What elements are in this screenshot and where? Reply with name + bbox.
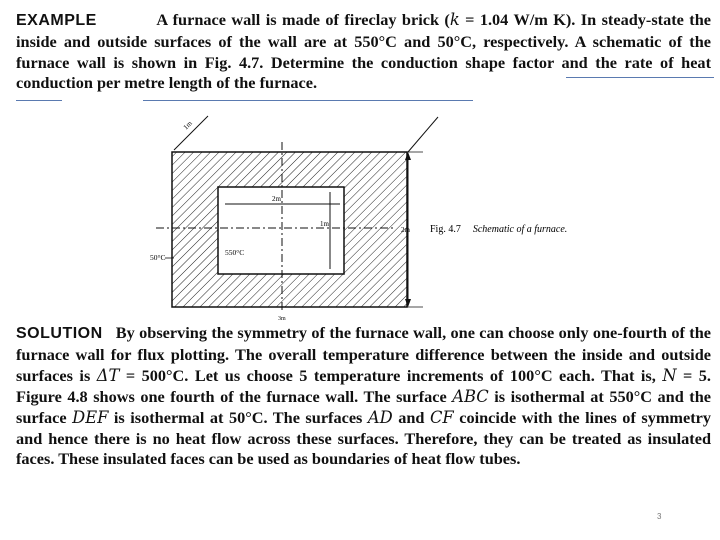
figure-caption-number: Fig. 4.7 [430, 224, 461, 235]
solution-text: and [392, 407, 430, 427]
dimension-label-2m-top: 2m [272, 195, 281, 203]
solution-text: = 500°C. Let us choose 5 temperature increments of 100°C each. That is, [119, 365, 663, 385]
furnace-cavity [218, 187, 344, 274]
surface-cf: CF [429, 407, 454, 427]
outer-temperature-label: 50°C [150, 253, 166, 262]
dimension-label-1m-diagonal: 1m [181, 119, 194, 132]
inner-temperature-label: 550°C [225, 248, 245, 257]
dimension-line-diagonal [408, 117, 438, 152]
delta-t-symbol: ΔT [96, 365, 120, 385]
example-text: A furnace wall is made of fireclay brick ( [156, 10, 450, 29]
solution-text: = 5. Figure 4.8 shows one fourth of the furnace wall. The surface [16, 365, 711, 406]
underline-mark [16, 100, 62, 101]
underline-mark [143, 100, 473, 101]
k-symbol: k [449, 10, 460, 29]
underlined-phrase-shape-factor: conduction shape factor [380, 52, 554, 72]
surface-abc: ABC [452, 386, 489, 406]
dimension-line-diagonal [174, 116, 208, 150]
example-text: of the furnace. [212, 73, 318, 93]
solution-text: By observing the symmetry of the furnace wall, one can choose only one-fourth of the furnace wall for flux plotting. The overall temperature difference between the inside and outside surfaces is [16, 323, 711, 385]
solution-text: is isothermal at 550°C and the surface [16, 386, 711, 427]
example-heading: EXAMPLE [16, 12, 97, 29]
solution-text: coincide with the lines of symmetry and hence there is no heat flow across these surfaces. Therefore, they can be treated as insulated faces. These insulated faces can be used as boundaries of heat flow tubes. [16, 407, 711, 469]
figure-caption [430, 224, 567, 235]
example-text: and the [553, 52, 625, 72]
figure-caption-text: Schematic of a furnace. [472, 224, 568, 235]
underline-mark [566, 77, 714, 78]
page-number: 3 [657, 512, 662, 521]
n-symbol: N [662, 365, 677, 385]
dimension-label-1m-inner: 1m [320, 220, 329, 228]
furnace-schematic [140, 112, 620, 322]
example-text: = 1.04 W/m K). In steady-state the inside and outside surfaces of the wall are at 550°C and 50°C, respectively. A schematic of the furnace wall is shown in Fig. 4.7. Determine the [16, 10, 711, 72]
surface-def: DEF [72, 407, 109, 427]
surface-ad: AD [367, 407, 393, 427]
example-paragraph [16, 10, 711, 94]
solution-heading: SOLUTION [16, 325, 103, 342]
dimension-label-2m-right: 2m [401, 226, 410, 234]
solution-paragraph [16, 323, 711, 470]
solution-text: is isothermal at 50°C. The surfaces [108, 407, 368, 427]
underlined-phrase-heat-rate: rate of heat conduction per metre length [16, 52, 711, 93]
dimension-label-bottom: 3m [278, 316, 286, 322]
